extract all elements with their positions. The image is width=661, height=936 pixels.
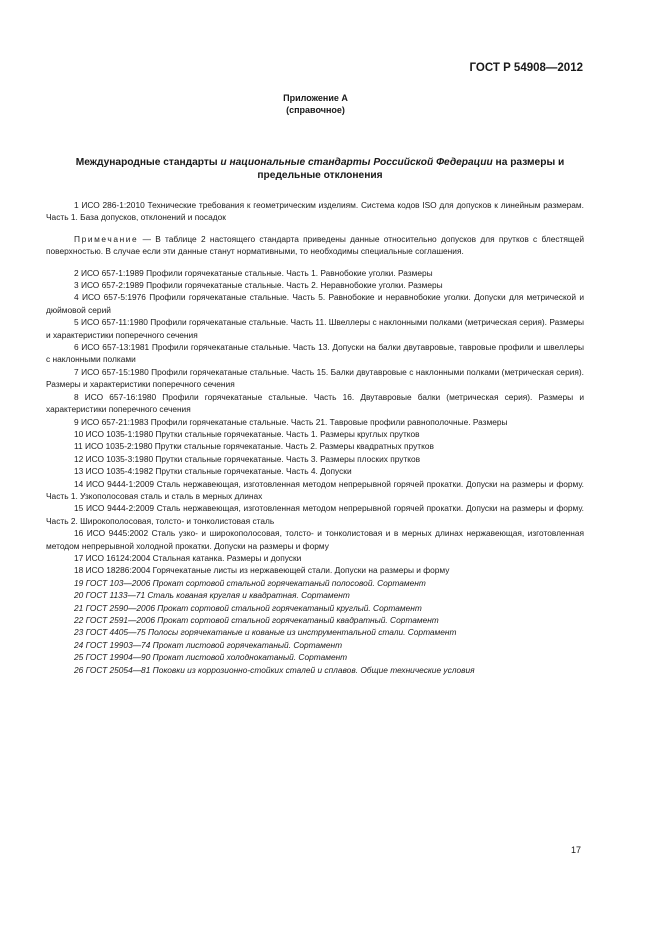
document-code: ГОСТ Р 54908—2012 xyxy=(469,62,583,74)
list-item: 24 ГОСТ 19903—74 Прокат листовой горячекатаный. Сортамент xyxy=(74,639,343,650)
list-item: 14 ИСО 9444-1:2009 Сталь нержавеющая, изготовленная методом непрерывной горячей прокатки. Допуски на размеры и форму. Часть 1. Узкополосовая сталь и сталь в мерных длинах xyxy=(46,478,584,501)
list-item: 4 ИСО 657-5:1976 Профили горячекатаные стальные. Часть 5. Равнобокие и неравнобокие уголки. Допуски для метрической и дюймовой серий xyxy=(46,292,584,315)
appendix-title xyxy=(50,156,590,182)
list-item: 21 ГОСТ 2590—2006 Прокат сортовой стальной горячекатаный круглый. Сортамент xyxy=(74,602,422,613)
title-italic-part: и национальные стандарты Российской Федерации xyxy=(220,157,493,168)
list-item: 12 ИСО 1035-3:1980 Прутки стальные горячекатаные. Часть 3. Размеры плоских прутков xyxy=(74,453,421,464)
title-part-2: на размеры и предельные отклонения xyxy=(257,157,565,181)
list-item: 19 ГОСТ 103—2006 Прокат сортовой стальной горячекатаный полосовой. Сортамент xyxy=(74,577,426,588)
note-text: — В таблице 2 настоящего стандарта приведены данные относительно допусков для прутков с блестящей поверхностью. В случае если эти данные станут нормативными, то необходимы специальные соглашения. xyxy=(46,233,584,257)
list-item: 2 ИСО 657-1:1989 Профили горячекатаные стальные. Часть 1. Равнобокие уголки. Размеры xyxy=(74,267,433,278)
list-item: 6 ИСО 657-13:1981 Профили горячекатаные стальные. Часть 13. Допуски на балки двутавровые, тавровые профили и швеллеры с наклонными полками xyxy=(46,342,584,365)
list-item: 13 ИСО 1035-4:1982 Прутки стальные горячекатаные. Часть 4. Допуски xyxy=(74,466,352,477)
page-number: 17 xyxy=(570,845,581,855)
list-item: 7 ИСО 657-15:1980 Профили горячекатаные стальные. Часть 15. Балки двутавровые с наклонными полками (метрическая серия). Размеры и характеристики поперечного сечения xyxy=(46,366,584,390)
list-item: 10 ИСО 1035-1:1980 Прутки стальные горячекатаные. Часть 1. Размеры круглых прутков xyxy=(74,428,420,439)
list-item: 5 ИСО 657-11:1980 Профили горячекатаные стальные. Часть 11. Швеллеры с наклонными полками (метрическая серия). Размеры и характеристики поперечного сечения xyxy=(46,317,584,340)
list-item: 3 ИСО 657-2:1989 Профили горячекатаные стальные. Часть 2. Неравнобокие уголки. Размеры xyxy=(74,280,443,291)
standards-list xyxy=(46,199,584,676)
list-item: 18 ИСО 18286:2004 Горячекатаные листы из нержавеющей стали. Допуски на размеры и форму xyxy=(74,565,450,576)
list-item: 11 ИСО 1035-2:1980 Прутки стальные горячекатаные. Часть 2. Размеры квадратных прутков xyxy=(74,441,434,452)
list-item: 1 ИСО 286-1:2010 Технические требования к геометрическим изделиям. Система кодов ISO для допусков к линейным размерам. Часть 1. База допусков, отклонений и посадок xyxy=(46,200,584,223)
note-label: Примечание xyxy=(74,233,139,244)
list-item: 25 ГОСТ 19904—90 Прокат листовой холоднокатаный. Сортамент xyxy=(74,652,348,663)
appendix-label: Приложение А xyxy=(283,93,348,103)
list-item: 15 ИСО 9444-2:2009 Сталь нержавеющая, изготовленная методом непрерывной горячей прокатки. Допуски на размеры и форму. Часть 2. Широкополосовая, толсто- и тонколистовая сталь xyxy=(46,503,584,526)
list-item: 26 ГОСТ 25054—81 Поковки из коррозионно-стойких сталей и сплавов. Общие технические условия xyxy=(74,664,475,675)
appendix-heading xyxy=(0,92,631,116)
list-item: 20 ГОСТ 1133—71 Сталь кованая круглая и квадратная. Сортамент xyxy=(74,590,350,601)
list-item: 23 ГОСТ 4405—75 Полосы горячекатаные и кованые из инструментальной стали. Сортамент xyxy=(74,627,457,638)
list-item: 22 ГОСТ 2591—2006 Прокат сортовой стальной горячекатаный квадратный. Сортамент xyxy=(74,615,439,625)
title-part-1: Международные стандарты xyxy=(75,157,221,168)
list-item: 17 ИСО 16124:2004 Стальная катанка. Размеры и допуски xyxy=(74,552,302,563)
list-item: 9 ИСО 657-21:1983 Профили горячекатаные стальные. Часть 21. Тавровые профили равнополочные. Размеры xyxy=(74,416,508,427)
appendix-sublabel: (справочное) xyxy=(286,105,345,115)
note-paragraph xyxy=(46,233,584,258)
list-item: 16 ИСО 9445:2002 Сталь узко- и широкополосовая, толсто- и тонколистовая и в мерных длинах нержавеющая, изготовленная методом непрерывной холодной прокатки. Допуски на размеры и форму xyxy=(46,528,584,551)
list-item: 8 ИСО 657-16:1980 Профили горячекатаные стальные. Часть 16. Двутавровые балки (метрическая серия). Размеры и характеристики поперечного сечения xyxy=(46,391,584,415)
